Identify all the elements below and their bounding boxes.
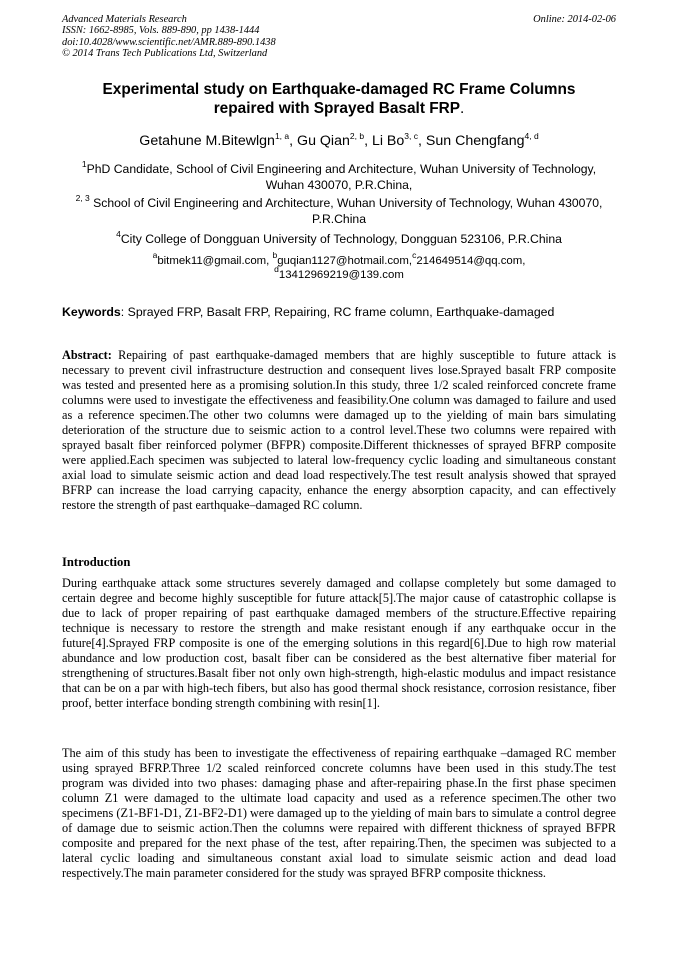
affiliation-mark: 1 (81, 159, 87, 169)
author-name: Sun Chengfang (425, 133, 525, 149)
author-name: Gu Qian (297, 133, 350, 149)
author-separator: , (364, 133, 372, 149)
keywords-text: : Sprayed FRP, Basalt FRP, Repairing, RC frame column, Earthquake-damaged (120, 305, 555, 319)
abstract-text: Repairing of past earthquake-damaged members that are highly susceptible to future attack is necessary to prevent civil infrastructure destruction and consequent lives lose.Sprayed basalt FRP composite was tested and presented here as a promising solution.In this study, three 1/2 scaled reinforced concrete frame columns were used to investigate the effectiveness and feasibility.One column was damaged to failure and used as a reference specimen.The other two columns were damaged up to the yielding of main bars simulating deterioration of the structure due to seismic action to a control level.These two columns were repaired with sprayed basalt fiber reinforced polymer (BFPR) composite.Different thicknesses of sprayed BFRP composite were applied.Each specimen was subjected to lateral low-frequency cyclic loading and simultaneous constant axial load to simulate seismic action and dead load respectively.The test result analysis showed that sprayed BFRP can increase the load carrying capacity, enhance the energy absorption capacity, and can effectively restore the strength of past earthquake–damaged RC column. (62, 348, 616, 512)
introduction-paragraph-1: During earthquake attack some structures severely damaged and collapse completely but some damaged to certain degree and become highly susceptible for future attack[5].The major cause of catastrophic collapse is due to lack of proper repairing of past earthquake damaged members of the structure.Effective repairing technique is necessary to restore the strength and make resistant enough if any earthquake occur in the future[4].Sprayed FRP composite is one of the emerging solutions in this regard[6].Due to high row material abundance and low production cost, basalt fiber can be considered as the best alternative fiber material for strengthening of structures.Basalt fiber not only own high-strength, high-elastic modulus and impact resistance that can be on a par with high-tech fibers, but also has good thermal shock resistance, corrosion resistance, fiber proof, better interface bonding strength combining with resin[1]. (62, 576, 616, 710)
title-line-2-text: repaired with Sprayed Basalt FRP (213, 100, 461, 117)
author-emails (62, 250, 616, 282)
abstract-label: Abstract: (62, 348, 112, 362)
email-link[interactable]: 13412969219@139.com (278, 269, 404, 281)
author-affiliation-mark: 3, c (404, 131, 418, 141)
author-affiliation-mark: 2, b (349, 131, 365, 141)
author-affiliation-mark: 1, a (274, 131, 290, 141)
affiliation-2 (62, 193, 616, 227)
title-line-2 (62, 99, 616, 118)
affiliation-3 (62, 229, 616, 248)
email-mark: d (274, 264, 279, 274)
email-link[interactable]: bitmek11@gmail.com, (157, 255, 273, 267)
title-period: . (460, 100, 465, 117)
author-affiliation-mark: 4, d (524, 131, 539, 141)
doi-line[interactable]: doi:10.4028/www.scientific.net/AMR.889-890.1438 (62, 36, 276, 48)
journal-header (62, 14, 276, 60)
affiliation-text-cont: P.R.China (312, 211, 366, 226)
email-mark: b (272, 250, 278, 260)
copyright-line: © 2014 Trans Tech Publications Ltd, Switzerland (62, 48, 268, 60)
issn-line: ISSN: 1662-8985, Vols. 889-890, pp 1438-1444 (62, 25, 260, 37)
email-mark: c (412, 250, 417, 260)
author-name: Getahune M.Bitewlgn (139, 133, 275, 149)
affiliation-text: City College of Dongguan University of Technology, Dongguan 523106, P.R.China (120, 232, 562, 246)
affiliation-text-cont: Wuhan 430070, P.R.China, (265, 177, 413, 192)
abstract (62, 348, 616, 512)
affiliation-text: School of Civil Engineering and Architecture, Wuhan University of Technology, Wuhan 430070, (89, 196, 603, 210)
journal-name: Advanced Materials Research (62, 14, 187, 25)
author-separator: , (289, 133, 298, 149)
affiliation-1 (62, 159, 616, 193)
keywords-label: Keywords (62, 305, 121, 319)
email-link[interactable]: guqian1127@hotmail.com, (277, 255, 413, 267)
email-mark: a (152, 250, 158, 260)
title-line-1: Experimental study on Earthquake-damaged RC Frame Columns (102, 81, 576, 98)
author-separator: , (418, 133, 426, 149)
keywords (62, 305, 616, 319)
author-list (62, 133, 616, 149)
email-link[interactable]: 214649514@qq.com, (416, 255, 526, 267)
author-name: Li Bo (371, 133, 405, 149)
affiliation-mark: 2, 3 (75, 193, 90, 203)
section-heading-introduction: Introduction (62, 555, 131, 569)
online-date: Online: 2014-02-06 (533, 14, 616, 25)
affiliation-text: PhD Candidate, School of Civil Engineering and Architecture, Wuhan University of Technology, (86, 162, 597, 176)
introduction-paragraph-2: The aim of this study has been to investigate the effectiveness of repairing earthquake –damaged RC member using sprayed BFRP.Three 1/2 scaled reinforced concrete columns have been used in this study.The test program was divided into two phases: damaging phase and after-repairing phase.In the first phase specimen column Z1 were damaged to the ultimate load capacity and used as a reference specimen.The other two specimens (Z1-BF1-D1, Z1-BF2-D1) were damaged up to the yielding of main bars to simulate a control degree of damage due to seismic action.Then the columns were repaired with different thickness of sprayed BFPR composite and prepared for the next phase of the test, after repairing.Then, the specimen was subjected to a lateral cyclic loading and simultaneous constant axial load to simulate seismic action and dead load respectively.The main parameter considered for the study was sprayed BFRP composite thickness. (62, 746, 616, 880)
affiliation-mark: 4 (116, 229, 121, 239)
paper-title (62, 80, 616, 118)
